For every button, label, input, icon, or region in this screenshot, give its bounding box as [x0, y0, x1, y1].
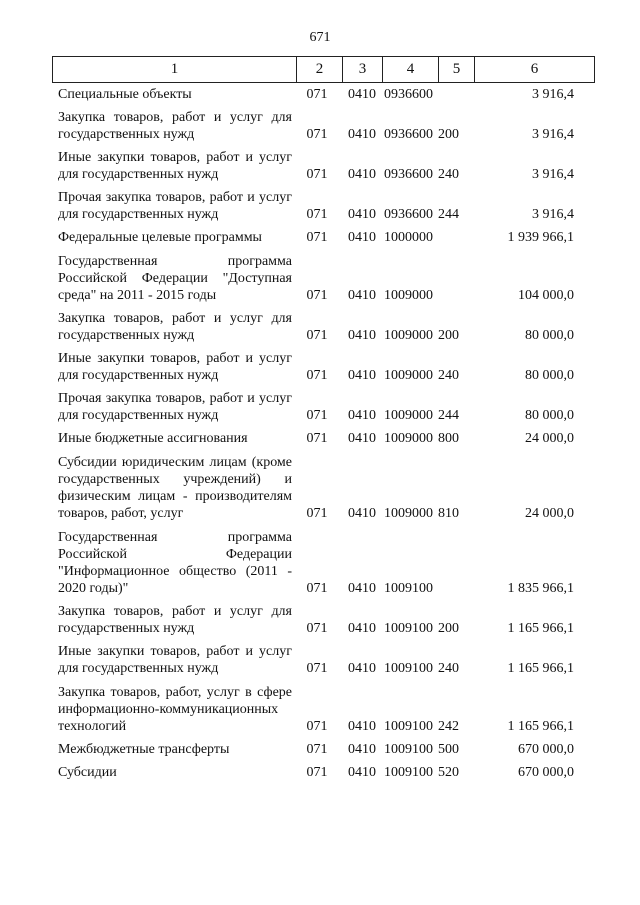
row-col-4: 1009100	[384, 621, 433, 636]
row-col-6: 3 916,4	[532, 127, 574, 142]
row-col-4: 1009000	[384, 506, 433, 521]
row-name: Закупка товаров, работ, услуг в сфере информационно-коммуникационных технологий	[58, 685, 292, 734]
row-col-6: 3 916,4	[532, 207, 574, 222]
row-name: Иные бюджетные ассигнования	[58, 431, 248, 446]
row-col-6: 80 000,0	[525, 328, 574, 343]
header-col-1: 1	[53, 57, 297, 83]
row-name: Государственная программа Российской Федерации "Информационное общество (2011 - 2020 годы)"	[58, 530, 292, 596]
row-col-4: 1009000	[384, 328, 433, 343]
row-col-2: 071	[306, 87, 328, 102]
row-col-3: 0410	[348, 742, 376, 757]
table-row	[52, 109, 592, 143]
row-col-6: 24 000,0	[525, 431, 574, 446]
row-col-5: 244	[438, 408, 459, 423]
row-col-2: 071	[306, 207, 328, 222]
row-col-2: 071	[306, 127, 328, 142]
row-col-6: 104 000,0	[518, 288, 574, 303]
row-col-4: 1009100	[384, 661, 433, 676]
row-col-3: 0410	[348, 167, 376, 182]
row-col-4: 1009100	[384, 581, 433, 596]
row-col-6: 1 835 966,1	[507, 581, 574, 596]
row-col-4: 1009100	[384, 765, 433, 780]
row-name: Закупка товаров, работ и услуг для государственных нужд	[58, 110, 292, 142]
row-col-4: 0936600	[384, 167, 433, 182]
row-name: Субсидии юридическим лицам (кроме государственных учреждений) и физическим лицам - производителям товаров, работ, услуг	[58, 455, 292, 521]
row-col-3: 0410	[348, 328, 376, 343]
row-name: Прочая закупка товаров, работ и услуг для государственных нужд	[58, 391, 292, 423]
row-name: Федеральные целевые программы	[58, 230, 262, 245]
row-col-2: 071	[306, 661, 328, 676]
row-col-6: 24 000,0	[525, 506, 574, 521]
row-name: Иные закупки товаров, работ и услуг для государственных нужд	[58, 351, 292, 383]
row-col-3: 0410	[348, 127, 376, 142]
row-col-2: 071	[306, 621, 328, 636]
row-col-2: 071	[306, 408, 328, 423]
table-row	[52, 430, 592, 447]
page-number: 671	[309, 30, 331, 45]
row-col-2: 071	[306, 368, 328, 383]
row-col-5: 242	[438, 719, 459, 734]
row-name: Закупка товаров, работ и услуг для государственных нужд	[58, 604, 292, 636]
row-col-6: 1 165 966,1	[507, 621, 574, 636]
row-col-5: 240	[438, 167, 459, 182]
row-col-4: 1009000	[384, 368, 433, 383]
row-col-6: 1 165 966,1	[507, 661, 574, 676]
row-col-5: 810	[438, 506, 459, 521]
row-col-2: 071	[306, 431, 328, 446]
header-col-2: 2	[297, 57, 343, 83]
row-col-3: 0410	[348, 408, 376, 423]
row-name: Государственная программа Российской Федерации "Доступная среда" на 2011 - 2015 годы	[58, 254, 292, 303]
header-col-3: 3	[343, 57, 383, 83]
row-col-6: 80 000,0	[525, 408, 574, 423]
row-col-6: 1 939 966,1	[507, 230, 574, 245]
row-col-4: 1009100	[384, 719, 433, 734]
row-col-3: 0410	[348, 207, 376, 222]
header-col-5: 5	[439, 57, 475, 83]
table-row	[52, 390, 592, 424]
row-col-4: 1009000	[384, 288, 433, 303]
row-name: Закупка товаров, работ и услуг для государственных нужд	[58, 311, 292, 343]
row-col-3: 0410	[348, 368, 376, 383]
table-row	[52, 764, 592, 781]
table-row	[52, 229, 592, 246]
table-row	[52, 454, 592, 522]
row-col-6: 670 000,0	[518, 742, 574, 757]
row-col-5: 240	[438, 661, 459, 676]
row-col-4: 0936600	[384, 127, 433, 142]
table-row	[52, 643, 592, 677]
row-col-4: 1009000	[384, 408, 433, 423]
row-col-5: 200	[438, 621, 459, 636]
table-row	[52, 253, 592, 304]
table-row	[52, 149, 592, 183]
row-col-6: 670 000,0	[518, 765, 574, 780]
row-name: Субсидии	[58, 765, 117, 780]
row-col-3: 0410	[348, 621, 376, 636]
row-col-6: 80 000,0	[525, 368, 574, 383]
row-col-6: 3 916,4	[532, 167, 574, 182]
table-row	[52, 603, 592, 637]
row-col-3: 0410	[348, 87, 376, 102]
row-col-4: 1009100	[384, 742, 433, 757]
row-name: Иные закупки товаров, работ и услуг для государственных нужд	[58, 150, 292, 182]
row-col-4: 0936600	[384, 207, 433, 222]
row-name: Межбюджетные трансферты	[58, 742, 230, 757]
row-col-3: 0410	[348, 431, 376, 446]
row-col-6: 1 165 966,1	[507, 719, 574, 734]
row-col-6: 3 916,4	[532, 87, 574, 102]
header-col-4: 4	[383, 57, 439, 83]
row-col-5: 200	[438, 328, 459, 343]
row-col-3: 0410	[348, 230, 376, 245]
budget-rows	[52, 84, 592, 781]
row-col-5: 200	[438, 127, 459, 142]
row-col-2: 071	[306, 719, 328, 734]
table-row	[52, 350, 592, 384]
row-col-4: 1009000	[384, 431, 433, 446]
table-row	[52, 684, 592, 735]
row-col-5: 240	[438, 368, 459, 383]
row-col-5: 500	[438, 742, 459, 757]
row-name: Прочая закупка товаров, работ и услуг для государственных нужд	[58, 190, 292, 222]
row-col-2: 071	[306, 765, 328, 780]
table-row	[52, 741, 592, 758]
row-col-2: 071	[306, 328, 328, 343]
row-col-5: 244	[438, 207, 459, 222]
row-col-3: 0410	[348, 765, 376, 780]
row-col-4: 1000000	[384, 230, 433, 245]
table-row	[52, 189, 592, 223]
row-col-2: 071	[306, 506, 328, 521]
row-col-2: 071	[306, 230, 328, 245]
row-col-3: 0410	[348, 719, 376, 734]
row-name: Иные закупки товаров, работ и услуг для государственных нужд	[58, 644, 292, 676]
row-col-4: 0936600	[384, 87, 433, 102]
row-col-3: 0410	[348, 288, 376, 303]
row-col-3: 0410	[348, 661, 376, 676]
row-col-2: 071	[306, 167, 328, 182]
table-row	[52, 86, 592, 103]
row-col-3: 0410	[348, 581, 376, 596]
table-row	[52, 529, 592, 597]
column-header-table	[52, 56, 595, 83]
row-col-2: 071	[306, 581, 328, 596]
table-row	[52, 310, 592, 344]
row-col-2: 071	[306, 288, 328, 303]
row-col-3: 0410	[348, 506, 376, 521]
row-col-5: 800	[438, 431, 459, 446]
row-col-2: 071	[306, 742, 328, 757]
row-name: Специальные объекты	[58, 87, 192, 102]
header-col-6: 6	[475, 57, 595, 83]
row-col-5: 520	[438, 765, 459, 780]
